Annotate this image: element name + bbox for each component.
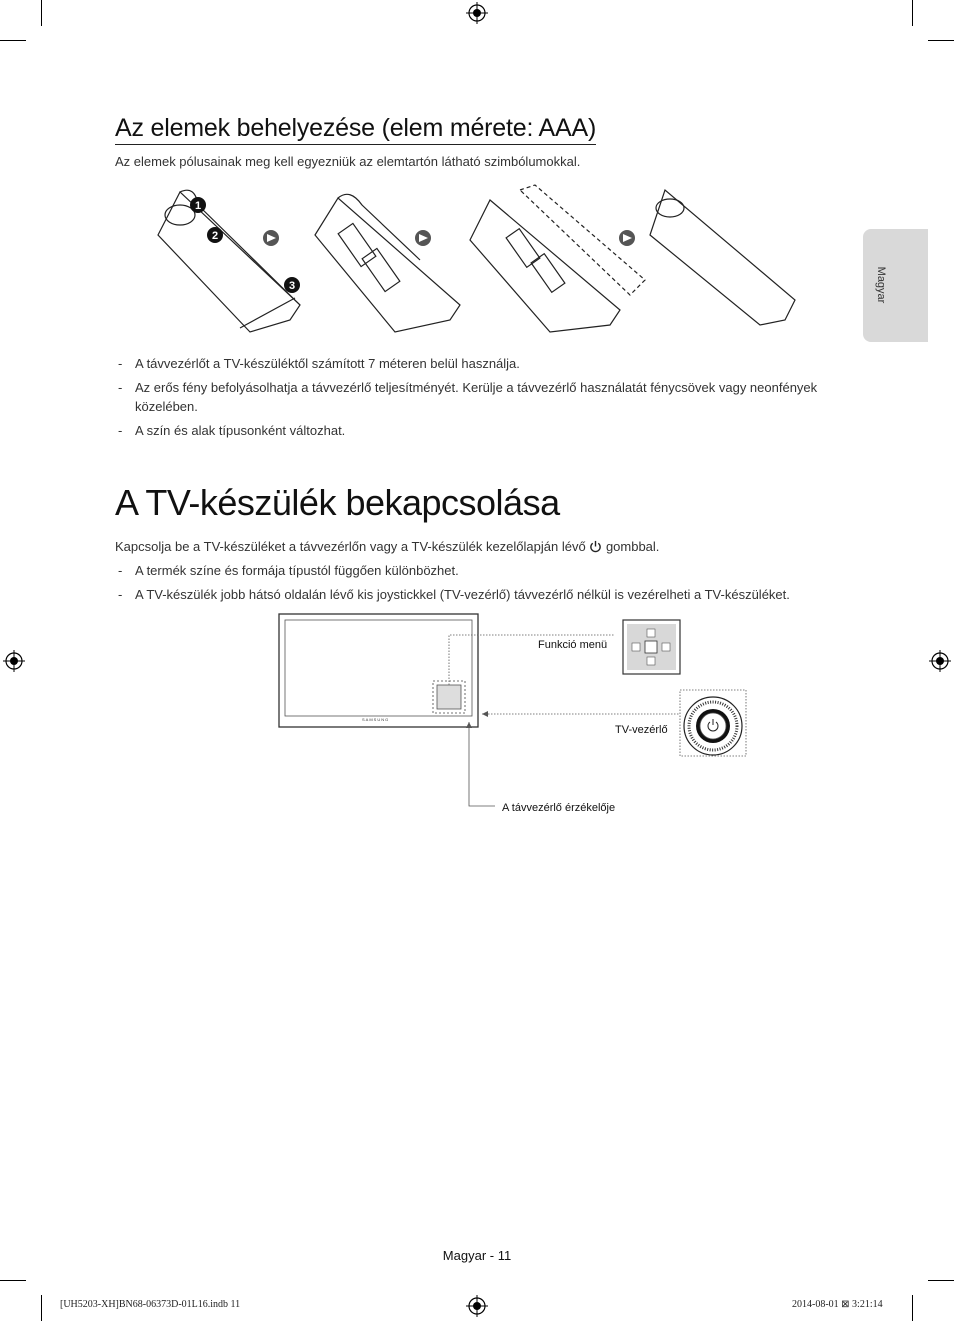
remote-step-close-icon	[470, 185, 645, 332]
crop-mark	[928, 1280, 954, 1281]
battery-bullet: - Az erős fény befolyásolhatja a távvezérlő teljesítményét. Kerülje a távvezérlő használatát fénycsövek vagy neonfények közelében.	[118, 380, 818, 414]
crop-mark	[41, 0, 42, 26]
power-icon	[589, 540, 602, 553]
registration-mark-icon	[3, 650, 25, 672]
power-on-intro: Kapcsolja be a TV-készüléket a távvezérlőn vagy a TV-készülék kezelőlapján lévő gombbal.	[115, 539, 660, 554]
battery-bullet: - A távvezérlőt a TV-készüléktől számított 7 méteren belül használja.	[118, 356, 520, 371]
section-title-battery: Az elemek behelyezése (elem mérete: AAA)	[115, 114, 596, 145]
crop-mark	[0, 1280, 26, 1281]
page-number: Magyar - 11	[442, 1248, 512, 1263]
step-number: 1	[194, 200, 202, 212]
print-slug-file: [UH5203-XH]BN68-06373D-01L16.indb 11	[60, 1299, 241, 1310]
power-on-bullet: - A TV-készülék jobb hátsó oldalán lévő kis joystickkel (TV-vezérlő) távvezérlő nélkül is vezérelheti a TV-készüléket.	[118, 587, 790, 602]
remote-step-done-icon	[650, 190, 795, 325]
power-on-bullet: - A termék színe és formája típustól függően különbözhet.	[118, 563, 459, 578]
print-slug-date: 2014-08-01 ⊠ 3:21:14	[792, 1299, 883, 1310]
label-tv-controller: TV-vezérlő	[615, 724, 668, 736]
battery-installation-illustration	[140, 180, 820, 335]
crop-mark	[912, 0, 913, 26]
tv-controls-diagram	[270, 610, 760, 825]
label-remote-sensor: A távvezérlő érzékelője	[502, 802, 616, 814]
remote-step-open-icon	[158, 190, 300, 332]
side-tab-label: Magyar	[875, 266, 887, 304]
language-side-tab	[863, 229, 928, 342]
step-number: 2	[211, 230, 219, 242]
step-number: 3	[288, 280, 296, 292]
battery-bullet: - A szín és alak típusonként változhat.	[118, 423, 346, 438]
battery-intro: Az elemek pólusainak meg kell egyezniük az elemtartón látható szimbólumokkal.	[115, 154, 581, 169]
registration-mark-icon	[929, 650, 951, 672]
crop-mark	[912, 1295, 913, 1321]
crop-mark	[41, 1295, 42, 1321]
remote-step-batteries-icon	[315, 194, 460, 332]
tv-brand-logo: SAMSUNG	[362, 717, 390, 722]
crop-mark	[928, 40, 954, 41]
section-title-power-on: A TV-készülék bekapcsolása	[115, 482, 560, 523]
registration-mark-icon	[466, 2, 488, 24]
registration-mark-icon	[466, 1295, 488, 1317]
crop-mark	[0, 40, 26, 41]
label-function-menu: Funkció menü	[538, 639, 608, 651]
